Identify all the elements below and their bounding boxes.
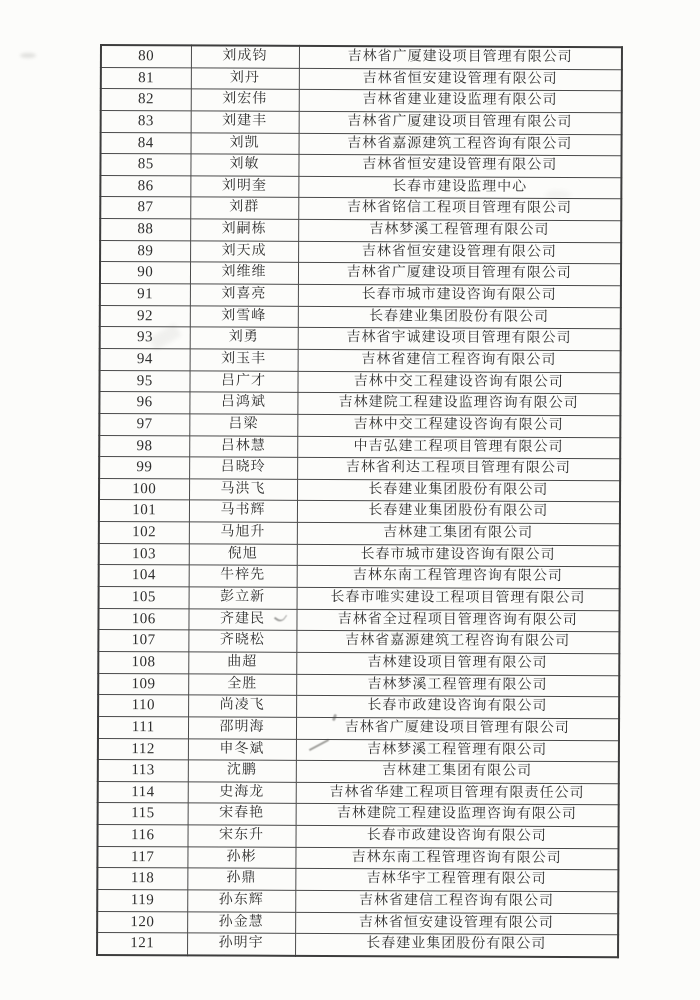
- name-cell: 刘敏: [190, 154, 298, 176]
- scan-smudge: [20, 53, 36, 58]
- name-cell: 刘勇: [190, 327, 298, 349]
- row-number-cell: 80: [101, 45, 191, 68]
- company-cell: 吉林省嘉源建筑工程咨询有限公司: [296, 631, 619, 654]
- name-cell: 史海龙: [188, 782, 296, 804]
- company-cell: 中吉弘建工程项目管理有限公司: [297, 436, 620, 459]
- roster-table: [96, 44, 623, 958]
- name-cell: 刘丹: [191, 68, 299, 90]
- company-cell: 吉林中交工程建设咨询有限公司: [297, 414, 620, 437]
- company-cell: 吉林省华建工程项目管理有限责任公司: [296, 782, 619, 805]
- row-number-cell: 112: [98, 738, 188, 760]
- row-number-cell: 93: [100, 327, 190, 349]
- name-cell: 吕晓玲: [189, 457, 297, 479]
- name-cell: 刘明奎: [190, 176, 298, 198]
- company-cell: 吉林建院工程建设监理咨询有限公司: [296, 804, 619, 827]
- table-row: [98, 716, 619, 740]
- row-number-cell: 100: [99, 478, 189, 500]
- table-row: [100, 327, 621, 351]
- company-cell: 吉林梦溪工程管理有限公司: [296, 739, 619, 762]
- row-number-cell: 85: [100, 154, 190, 176]
- row-number-cell: 113: [98, 760, 188, 782]
- company-cell: 吉林东南工程管理咨询有限公司: [295, 847, 618, 870]
- table-row: [100, 197, 621, 221]
- table-row: [100, 284, 621, 308]
- name-cell: 刘成钧: [191, 45, 299, 68]
- table-row: [97, 911, 618, 935]
- table-row: [97, 846, 618, 870]
- table-row: [100, 348, 621, 372]
- company-cell: 吉林建院工程建设监理咨询有限公司: [297, 393, 620, 416]
- row-number-cell: 84: [101, 132, 191, 154]
- table-row: [98, 651, 619, 675]
- table-row: [97, 825, 618, 849]
- table-row: [97, 889, 618, 913]
- name-cell: 刘玉丰: [190, 349, 298, 371]
- name-cell: 倪旭: [189, 544, 297, 566]
- company-cell: 吉林省广厦建设项目管理有限公司: [299, 111, 622, 134]
- table-row: [99, 392, 620, 416]
- company-cell: 吉林建设项目管理有限公司: [296, 652, 619, 675]
- table-row: [98, 738, 619, 762]
- row-number-cell: 106: [98, 608, 188, 630]
- row-number-cell: 98: [99, 435, 189, 457]
- company-cell: 吉林省铭信工程项目管理有限公司: [298, 198, 621, 221]
- row-number-cell: 96: [99, 392, 189, 414]
- name-cell: 马书辉: [189, 500, 297, 522]
- company-cell: 吉林省利达工程项目管理有限公司: [297, 458, 620, 481]
- row-number-cell: 105: [99, 587, 189, 609]
- company-cell: 吉林省广厦建设项目管理有限公司: [298, 263, 621, 286]
- name-cell: 刘喜亮: [190, 284, 298, 306]
- row-number-cell: 104: [99, 565, 189, 587]
- table-row: [100, 175, 621, 199]
- name-cell: 孙东辉: [187, 890, 295, 912]
- row-number-cell: 110: [98, 695, 188, 717]
- name-cell: 尚凌飞: [188, 695, 296, 717]
- row-number-cell: 108: [98, 651, 188, 673]
- row-number-cell: 120: [97, 911, 187, 933]
- name-cell: 刘宏伟: [191, 89, 299, 111]
- row-number-cell: 103: [99, 543, 189, 565]
- row-number-cell: 117: [97, 846, 187, 868]
- name-cell: 孙明宇: [187, 933, 295, 956]
- table-row: [100, 154, 621, 178]
- name-cell: 马旭升: [189, 522, 297, 544]
- row-number-cell: 88: [100, 219, 190, 241]
- table-row: [99, 370, 620, 394]
- row-number-cell: 94: [100, 348, 190, 370]
- row-number-cell: 81: [101, 67, 191, 89]
- table-row: [98, 695, 619, 719]
- name-cell: 刘天成: [190, 241, 298, 263]
- table-row: [99, 500, 620, 524]
- company-cell: 吉林华宇工程管理有限公司: [295, 869, 618, 892]
- row-number-cell: 101: [99, 500, 189, 522]
- name-cell: 孙鼎: [187, 868, 295, 890]
- company-cell: 吉林东南工程管理咨询有限公司: [297, 566, 620, 589]
- table-row: [99, 435, 620, 459]
- name-cell: 孙金慧: [187, 912, 295, 934]
- row-number-cell: 92: [100, 305, 190, 327]
- company-cell: 长春市建设监理中心: [298, 176, 621, 199]
- table-row: [99, 543, 620, 567]
- row-number-cell: 91: [100, 284, 190, 306]
- table-row: [99, 413, 620, 437]
- name-cell: 宋东升: [187, 825, 295, 847]
- company-cell: 长春建业集团股份有限公司: [297, 501, 620, 524]
- table-row: [100, 305, 621, 329]
- name-cell: 牛梓先: [189, 565, 297, 587]
- row-number-cell: 119: [97, 889, 187, 911]
- table-row: [98, 803, 619, 827]
- company-cell: 吉林建工集团有限公司: [297, 522, 620, 545]
- name-cell: 彭立新: [189, 587, 297, 609]
- table-row: [99, 565, 620, 589]
- table-row: [98, 608, 619, 632]
- row-number-cell: 82: [101, 89, 191, 111]
- table-row: [98, 673, 619, 697]
- company-cell: 吉林梦溪工程管理有限公司: [296, 674, 619, 697]
- table-row: [100, 219, 621, 243]
- company-cell: 长春市城市建设咨询有限公司: [297, 544, 620, 567]
- row-number-cell: 89: [100, 240, 190, 262]
- name-cell: 沈鹏: [188, 760, 296, 782]
- company-cell: 长春市政建设咨询有限公司: [295, 825, 618, 848]
- name-cell: 宋春艳: [188, 803, 296, 825]
- company-cell: 吉林省全过程项目管理咨询有限公司: [296, 609, 619, 632]
- name-cell: 全胜: [188, 673, 296, 695]
- name-cell: 吕广才: [189, 371, 297, 393]
- name-cell: 申冬斌: [188, 738, 296, 760]
- table-row: [101, 89, 622, 113]
- company-cell: 吉林省建业建设监理有限公司: [299, 90, 622, 113]
- name-cell: 刘群: [190, 197, 298, 219]
- name-cell: 邵明海: [188, 717, 296, 739]
- row-number-cell: 121: [97, 933, 187, 956]
- row-number-cell: 99: [99, 457, 189, 479]
- company-cell: 吉林省宇诚建设项目管理有限公司: [298, 328, 621, 351]
- table-row: [99, 478, 620, 502]
- row-number-cell: 116: [97, 825, 187, 847]
- table-row: [101, 110, 622, 134]
- row-number-cell: 95: [99, 370, 189, 392]
- row-number-cell: 102: [99, 522, 189, 544]
- table-row: [98, 781, 619, 805]
- roster-body: [97, 45, 622, 957]
- name-cell: 孙彬: [187, 847, 295, 869]
- company-cell: 吉林省恒安建设管理有限公司: [298, 155, 621, 178]
- table-row: [97, 868, 618, 892]
- company-cell: 长春市城市建设咨询有限公司: [298, 284, 621, 307]
- row-number-cell: 115: [98, 803, 188, 825]
- table-row: [101, 45, 622, 69]
- row-number-cell: 86: [100, 175, 190, 197]
- table-row: [100, 262, 621, 286]
- company-cell: 吉林省嘉源建筑工程咨询有限公司: [299, 133, 622, 156]
- name-cell: 刘凯: [191, 132, 299, 154]
- company-cell: 吉林建工集团有限公司: [296, 761, 619, 784]
- name-cell: 刘雪峰: [190, 306, 298, 328]
- name-cell: 刘维维: [190, 262, 298, 284]
- company-cell: 吉林省恒安建设管理有限公司: [298, 241, 621, 264]
- name-cell: 刘嗣栋: [190, 219, 298, 241]
- name-cell: 吕林慧: [189, 435, 297, 457]
- name-cell: 刘建丰: [191, 111, 299, 133]
- name-cell: 齐建民: [188, 609, 296, 631]
- row-number-cell: 118: [97, 868, 187, 890]
- name-cell: 齐晓松: [188, 630, 296, 652]
- name-cell: 吕梁: [189, 414, 297, 436]
- row-number-cell: 87: [100, 197, 190, 219]
- company-cell: 长春市唯实建设工程项目管理有限公司: [297, 587, 620, 610]
- table-row: [99, 522, 620, 546]
- table-row: [101, 132, 622, 156]
- company-cell: 吉林省建信工程咨询有限公司: [295, 890, 618, 913]
- row-number-cell: 90: [100, 262, 190, 284]
- company-cell: 长春市政建设咨询有限公司: [296, 696, 619, 719]
- company-cell: 吉林省广厦建设项目管理有限公司: [299, 46, 622, 70]
- company-cell: 吉林省恒安建设管理有限公司: [299, 68, 622, 91]
- table-row: [99, 587, 620, 611]
- company-cell: 吉林梦溪工程管理有限公司: [298, 219, 621, 242]
- name-cell: 马洪飞: [189, 479, 297, 501]
- table-row: [99, 457, 620, 481]
- row-number-cell: 109: [98, 673, 188, 695]
- table-row: [98, 630, 619, 654]
- row-number-cell: 97: [99, 413, 189, 435]
- row-number-cell: 83: [101, 110, 191, 132]
- company-cell: 长春建业集团股份有限公司: [297, 479, 620, 502]
- company-cell: 长春建业集团股份有限公司: [295, 934, 618, 958]
- row-number-cell: 111: [98, 716, 188, 738]
- table-row: [97, 933, 618, 957]
- name-cell: 吕鸿斌: [189, 392, 297, 414]
- name-cell: 曲超: [188, 652, 296, 674]
- company-cell: 吉林省建信工程咨询有限公司: [298, 349, 621, 372]
- company-cell: 长春建业集团股份有限公司: [298, 306, 621, 329]
- company-cell: 吉林省恒安建设管理有限公司: [295, 912, 618, 935]
- company-cell: 吉林省广厦建设项目管理有限公司: [296, 717, 619, 740]
- row-number-cell: 114: [98, 781, 188, 803]
- table-row: [100, 240, 621, 264]
- row-number-cell: 107: [98, 630, 188, 652]
- company-cell: 吉林中交工程建设咨询有限公司: [297, 371, 620, 394]
- table-row: [98, 760, 619, 784]
- table-row: [101, 67, 622, 91]
